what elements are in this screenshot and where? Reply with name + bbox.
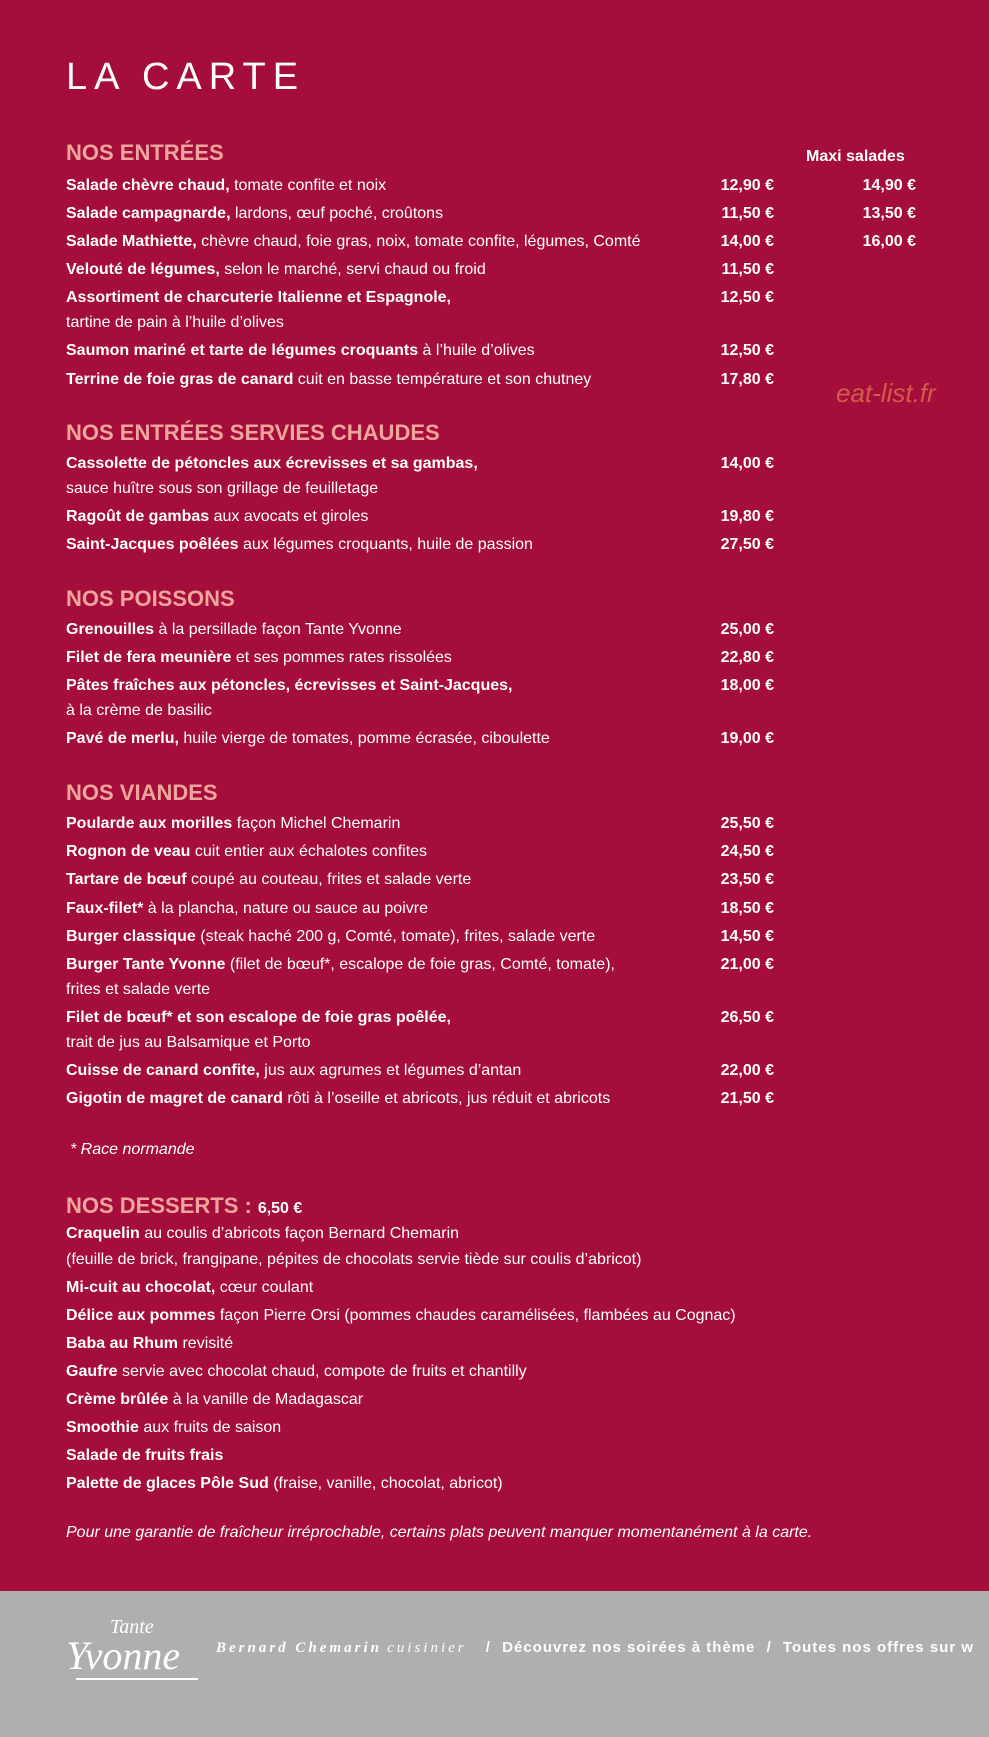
dish-price: 21,50 €: [720, 1090, 774, 1107]
link-soirees-a-theme[interactable]: Découvrez nos soirées à thème: [502, 1639, 756, 1656]
dessert-item: [66, 1416, 281, 1440]
dish-name: Salade chèvre chaud,: [66, 177, 230, 194]
menu-item: [66, 838, 916, 866]
dish-price: 18,50 €: [720, 900, 774, 917]
menu-item: [66, 895, 916, 923]
dish-price: 11,50 €: [721, 261, 774, 278]
dessert-name: Gaufre: [66, 1363, 118, 1380]
dish-description: à l’huile d’olives: [418, 342, 535, 359]
menu-item: [66, 256, 916, 284]
maxi-price: 16,00 €: [862, 233, 916, 250]
dish-description: aux avocats et giroles: [209, 508, 369, 525]
dish-price: 11,50 €: [721, 205, 774, 222]
dish-subline: tartine de pain à l’huile d’olives: [66, 314, 284, 331]
dish-name: Pavé de merlu,: [66, 730, 179, 747]
dish-name: Faux-filet*: [66, 900, 144, 917]
dessert-item: [66, 1472, 503, 1496]
dish-description: cuit en basse température et son chutney: [293, 371, 592, 388]
dish-description: (filet de bœuf*, escalope de foie gras, Comté, tomate),: [225, 956, 615, 973]
separator: /: [766, 1639, 772, 1656]
dish-name: Velouté de légumes,: [66, 261, 220, 278]
dish-description: tomate confite et noix: [229, 177, 387, 194]
section-title-viandes: NOS VIANDES: [66, 780, 218, 805]
freshness-note: Pour une garantie de fraîcheur irréprochable, certains plats peuvent manquer momentanément à la carte.: [66, 1524, 813, 1541]
dish-name: Poularde aux morilles: [66, 815, 233, 832]
menu-item: [66, 200, 916, 228]
desserts-title: NOS DESSERTS :: [66, 1193, 252, 1218]
dish-name: Salade Mathiette,: [66, 233, 197, 250]
maxi-price: 13,50 €: [862, 205, 916, 222]
dish-description: (steak haché 200 g, Comté, tomate), frites, salade verte: [195, 928, 596, 945]
dish-price: 24,50 €: [720, 843, 774, 860]
dessert-description: revisité: [178, 1335, 234, 1352]
dish-price: 12,50 €: [720, 342, 774, 359]
dessert-description: au coulis d’abricots façon Bernard Chemarin: [139, 1225, 460, 1242]
dish-name: Filet de fera meunière: [66, 649, 232, 666]
desserts-price: 6,50 €: [257, 1200, 303, 1217]
menu-item: [66, 644, 916, 672]
menu-item: [66, 503, 916, 531]
dish-price: 27,50 €: [720, 536, 774, 553]
dish-name: Pâtes fraîches aux pétoncles, écrevisses et Saint-Jacques,: [66, 677, 513, 694]
menu-item: [66, 1004, 916, 1032]
dessert-item: [66, 1360, 527, 1384]
dessert-description: servie avec chocolat chaud, compote de fruits et chantilly: [117, 1363, 527, 1380]
dessert-name: Palette de glaces Pôle Sud: [66, 1475, 269, 1492]
menu-item: [66, 531, 916, 559]
dish-description: selon le marché, servi chaud ou froid: [219, 261, 486, 278]
dish-name: Salade campagnarde,: [66, 205, 231, 222]
menu-item: [66, 951, 916, 979]
dessert-name: Smoothie: [66, 1419, 139, 1436]
dish-subline: trait de jus au Balsamique et Porto: [66, 1034, 311, 1051]
dish-price: 14,50 €: [720, 928, 774, 945]
dessert-description: (fraise, vanille, chocolat, abricot): [268, 1475, 503, 1492]
section-title-poissons: NOS POISSONS: [66, 586, 235, 611]
dish-description: façon Michel Chemarin: [232, 815, 401, 832]
dish-name: Assortiment de charcuterie Italienne et Espagnole,: [66, 289, 451, 306]
dessert-name: Baba au Rhum: [66, 1335, 179, 1352]
dessert-name: Délice aux pommes: [66, 1307, 216, 1324]
dish-subline: frites et salade verte: [66, 981, 211, 998]
dish-name: Filet de bœuf* et son escalope de foie gras poêlée,: [66, 1009, 451, 1026]
menu-item: [66, 725, 916, 753]
dish-description: rôti à l’oseille et abricots, jus réduit et abricots: [282, 1090, 611, 1107]
dish-name: Grenouilles: [66, 621, 155, 638]
section-title-desserts: [66, 1193, 302, 1219]
dish-subline: sauce huître sous son grillage de feuilletage: [66, 480, 379, 497]
footer-text: [216, 1639, 974, 1657]
dish-name: Terrine de foie gras de canard: [66, 371, 294, 388]
dish-price: 22,80 €: [720, 649, 774, 666]
menu-item: [66, 810, 916, 838]
dish-price: 12,90 €: [720, 177, 774, 194]
dessert-description: cœur coulant: [215, 1279, 314, 1296]
dish-price: 23,50 €: [720, 871, 774, 888]
dish-description: à la persillade façon Tante Yvonne: [154, 621, 402, 638]
menu-item: [66, 172, 916, 200]
dish-name: Rognon de veau: [66, 843, 191, 860]
chef-role: cuisinier: [387, 1640, 467, 1656]
dish-description: cuit entier aux échalotes confites: [190, 843, 428, 860]
dish-description: à la plancha, nature ou sauce au poivre: [143, 900, 428, 917]
menu-item: [66, 450, 916, 478]
dish-price: 14,00 €: [720, 455, 774, 472]
dish-price: 26,50 €: [720, 1009, 774, 1026]
menu-item: [66, 616, 916, 644]
dish-name: Ragoût de gambas: [66, 508, 210, 525]
menu-item: [66, 337, 916, 365]
dessert-item: [66, 1444, 223, 1468]
dish-price: 18,00 €: [720, 677, 774, 694]
dessert-name: Craquelin: [66, 1225, 140, 1242]
dish-price: 12,50 €: [720, 289, 774, 306]
dish-price: 21,00 €: [720, 956, 774, 973]
dessert-item: [66, 1388, 363, 1412]
dish-name: Saint-Jacques poêlées: [66, 536, 239, 553]
menu-item: [66, 366, 916, 394]
menu-item: [66, 228, 916, 256]
link-toutes-nos-offres[interactable]: Toutes nos offres sur w: [782, 1639, 974, 1656]
dessert-item: [66, 1332, 233, 1356]
dish-description: aux légumes croquants, huile de passion: [238, 536, 533, 553]
tante-yvonne-logo: [66, 1605, 216, 1695]
dessert-description: façon Pierre Orsi (pommes chaudes caramélisées, flambées au Cognac): [215, 1307, 736, 1324]
section-title-entrees-chaudes: NOS ENTRÉES SERVIES CHAUDES: [66, 420, 440, 445]
watermark: eat-list.fr: [836, 378, 936, 408]
dessert-name: Crème brûlée: [66, 1391, 169, 1408]
chef-name: Bernard Chemarin: [216, 1640, 382, 1656]
menu-item: [66, 1085, 916, 1113]
dish-price: 19,00 €: [720, 730, 774, 747]
dish-price: 14,00 €: [720, 233, 774, 250]
maxi-price: 14,90 €: [862, 177, 916, 194]
dish-description: huile vierge de tomates, pomme écrasée, ciboulette: [178, 730, 550, 747]
dessert-name: Salade de fruits frais: [66, 1447, 224, 1464]
dessert-name: Mi-cuit au chocolat,: [66, 1279, 216, 1296]
maxi-salades-label: Maxi salades: [806, 148, 905, 165]
dish-description: jus aux agrumes et légumes d’antan: [259, 1062, 522, 1079]
dish-name: Burger classique: [66, 928, 196, 945]
dessert-item: [66, 1222, 459, 1246]
menu-item: [66, 284, 916, 312]
dessert-item: [66, 1304, 736, 1328]
separator: /: [485, 1639, 491, 1656]
menu-item: [66, 866, 916, 894]
dish-price: 17,80 €: [720, 371, 774, 388]
dessert-description: aux fruits de saison: [138, 1419, 282, 1436]
dish-price: 25,50 €: [720, 815, 774, 832]
dish-name: Tartare de bœuf: [66, 871, 187, 888]
dish-subline: à la crème de basilic: [66, 702, 212, 719]
dish-price: 19,80 €: [720, 508, 774, 525]
menu-item: [66, 1057, 916, 1085]
dish-description: lardons, œuf poché, croûtons: [230, 205, 444, 222]
dish-description: chèvre chaud, foie gras, noix, tomate confite, légumes, Comté: [196, 233, 641, 250]
dish-name: Cuisse de canard confite,: [66, 1062, 260, 1079]
dish-name: Saumon mariné et tarte de légumes croquants: [66, 342, 419, 359]
dish-price: 25,00 €: [720, 621, 774, 638]
svg-text:Tante: Tante: [110, 1616, 154, 1638]
dessert-subline: (feuille de brick, frangipane, pépites de chocolats servie tiède sur coulis d’abricot): [66, 1251, 642, 1268]
race-note: * Race normande: [70, 1141, 195, 1158]
dish-name: Cassolette de pétoncles aux écrevisses et sa gambas,: [66, 455, 478, 472]
svg-text:Yvonne: Yvonne: [66, 1633, 181, 1678]
dessert-item: [66, 1276, 313, 1300]
menu-item: [66, 923, 916, 951]
dish-description: et ses pommes rates rissolées: [231, 649, 452, 666]
dish-name: Burger Tante Yvonne: [66, 956, 226, 973]
dessert-description: à la vanille de Madagascar: [168, 1391, 364, 1408]
footer-bar: [0, 1591, 989, 1737]
page-title: LA CARTE: [66, 56, 306, 98]
menu-item: [66, 672, 916, 700]
dish-price: 22,00 €: [720, 1062, 774, 1079]
section-title-entrees: NOS ENTRÉES: [66, 140, 224, 165]
dish-description: coupé au couteau, frites et salade verte: [186, 871, 472, 888]
dish-name: Gigotin de magret de canard: [66, 1090, 283, 1107]
